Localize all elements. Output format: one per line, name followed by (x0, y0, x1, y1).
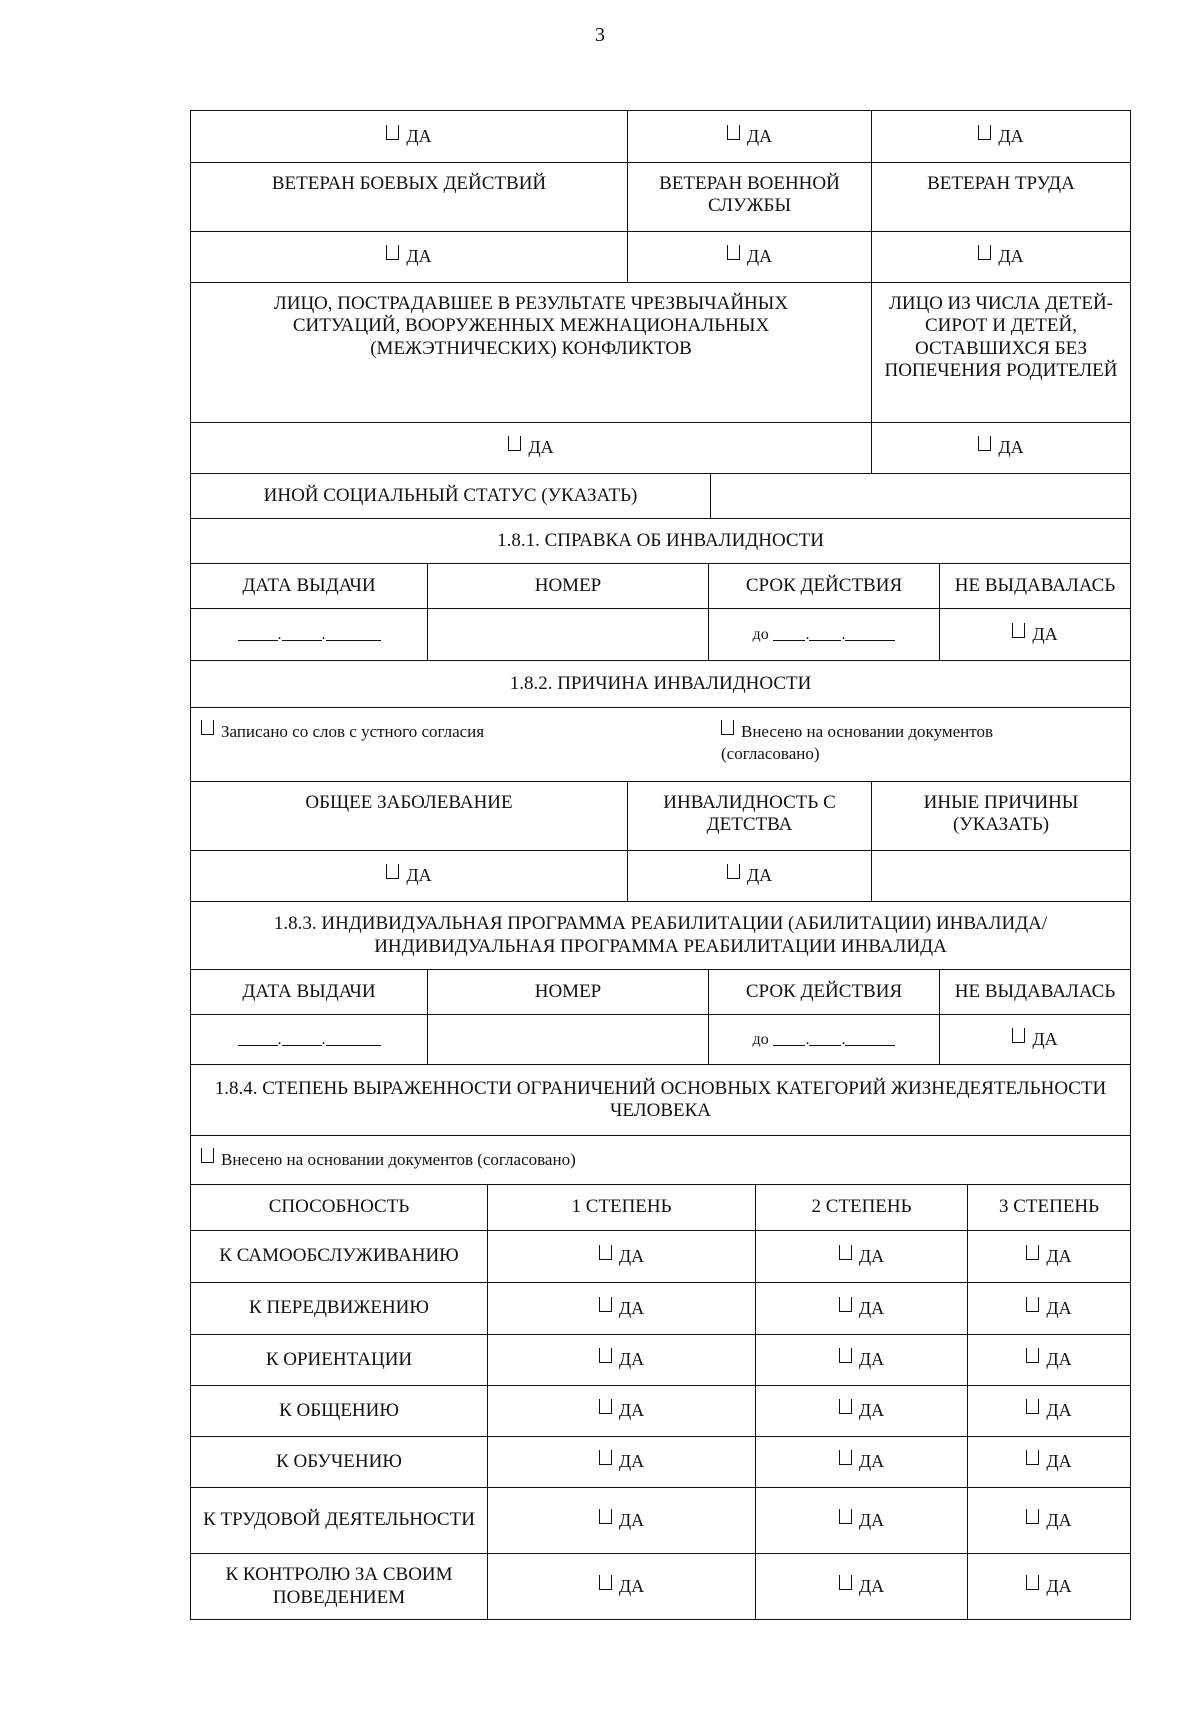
degree-1-option[interactable] (488, 1231, 756, 1283)
page-number: 3 (595, 24, 605, 46)
ability-label: К ОБЩЕНИЮ (191, 1386, 488, 1437)
prev-option-1-cell[interactable] (191, 111, 628, 163)
degree-1-option[interactable] (488, 1488, 756, 1554)
checkbox-icon[interactable] (1026, 1575, 1039, 1590)
degree-3-option[interactable] (968, 1437, 1131, 1488)
yes-label: ДА (406, 125, 432, 146)
certificate-issue-date-field[interactable] (191, 609, 428, 661)
program-validity-field[interactable] (709, 1015, 940, 1065)
other-status-field[interactable] (711, 474, 1131, 519)
yes-label: ДА (746, 125, 773, 146)
degree-1-header: 1 СТЕПЕНЬ (488, 1185, 756, 1231)
other-status-label: ИНОЙ СОЦИАЛЬНЫЙ СТАТУС (УКАЗАТЬ) (191, 474, 711, 519)
yes-label: ДА (1046, 1509, 1072, 1530)
month-blank (809, 1031, 841, 1046)
yes-label: ДА (858, 1297, 885, 1318)
yes-label: ДА (618, 1349, 645, 1370)
program-not-issued-option[interactable] (940, 1015, 1131, 1065)
separator-dot: . (841, 626, 846, 644)
yes-label: ДА (1032, 623, 1058, 644)
other-causes-field[interactable] (872, 851, 1131, 902)
year-blank (326, 626, 381, 641)
yes-label: ДА (406, 246, 432, 267)
checkbox-icon[interactable] (508, 436, 521, 451)
degree-2-option[interactable] (756, 1554, 968, 1620)
yes-label: ДА (746, 865, 773, 886)
checkbox-icon[interactable] (727, 245, 740, 260)
checkbox-icon[interactable] (599, 1348, 612, 1363)
checkbox-icon[interactable] (978, 125, 991, 140)
checkbox-icon[interactable] (1012, 623, 1025, 638)
until-label: до (752, 1031, 769, 1049)
cause-section-title: 1.8.2. ПРИЧИНА ИНВАЛИДНОСТИ (191, 661, 1131, 708)
yes-label: ДА (998, 246, 1024, 267)
yes-label: ДА (528, 437, 554, 458)
emergency-orphan-table (190, 282, 1131, 474)
day-blank (238, 1031, 278, 1046)
checkbox-icon[interactable] (201, 720, 214, 735)
certificate-number-field[interactable] (428, 609, 709, 661)
prev-option-2-cell[interactable] (628, 111, 872, 163)
yes-label: ДА (618, 1509, 645, 1530)
month-blank (282, 1031, 322, 1046)
degree-1-option[interactable] (488, 1335, 756, 1386)
degree-2-option[interactable] (756, 1386, 968, 1437)
checkbox-icon[interactable] (599, 1575, 612, 1590)
emergency-victim-option[interactable] (191, 423, 872, 474)
separator-dot: . (277, 626, 282, 644)
orphan-label: ЛИЦО ИЗ ЧИСЛА ДЕТЕЙ-СИРОТ И ДЕТЕЙ, ОСТАВШИХСЯ БЕЗ ПОПЕЧЕНИЯ РОДИТЕЛЕЙ (872, 283, 1131, 423)
checkbox-icon[interactable] (1026, 1450, 1039, 1465)
yes-label: ДА (1046, 1349, 1072, 1370)
other-status-table (190, 473, 1131, 519)
program-validity-header: СРОК ДЕЙСТВИЯ (709, 970, 940, 1015)
checkbox-icon[interactable] (1012, 1028, 1025, 1043)
separator-dot: . (321, 1031, 326, 1049)
degree-2-option[interactable] (756, 1231, 968, 1283)
ability-label: К ОРИЕНТАЦИИ (191, 1335, 488, 1386)
checkbox-icon[interactable] (978, 436, 991, 451)
yes-label: ДА (1046, 1575, 1072, 1596)
checkbox-icon[interactable] (721, 720, 734, 735)
separator-dot: . (277, 1031, 282, 1049)
checkbox-icon[interactable] (727, 864, 740, 879)
disability-cause-table (190, 660, 1131, 902)
month-blank (282, 626, 322, 641)
degree-1-option[interactable] (488, 1437, 756, 1488)
ability-label: К ПЕРЕДВИЖЕНИЮ (191, 1283, 488, 1335)
checkbox-icon[interactable] (386, 864, 399, 879)
combat-veteran-option[interactable] (191, 232, 628, 283)
checkbox-icon[interactable] (599, 1450, 612, 1465)
separator-dot: . (841, 1031, 846, 1049)
checkbox-icon[interactable] (839, 1450, 852, 1465)
certificate-validity-header: СРОК ДЕЙСТВИЯ (709, 564, 940, 609)
yes-label: ДА (1046, 1400, 1072, 1421)
yes-label: ДА (618, 1575, 645, 1596)
yes-label: ДА (858, 1349, 885, 1370)
yes-label: ДА (998, 125, 1024, 146)
degree-3-option[interactable] (968, 1231, 1131, 1283)
checkbox-icon[interactable] (839, 1297, 852, 1312)
degree-2-option[interactable] (756, 1283, 968, 1335)
checkbox-icon[interactable] (839, 1575, 852, 1590)
degree-3-header: 3 СТЕПЕНЬ (968, 1185, 1131, 1231)
degree-2-option[interactable] (756, 1488, 968, 1554)
yes-label: ДА (618, 1297, 645, 1318)
cause-source-row (191, 708, 1131, 782)
yes-label: ДА (618, 1400, 645, 1421)
year-blank (326, 1031, 381, 1046)
checkbox-icon[interactable] (386, 245, 399, 260)
recorded-oral-label: Записано со слов с устного согласия (221, 722, 485, 741)
social-status-table (190, 110, 1131, 283)
checkbox-icon[interactable] (599, 1399, 612, 1414)
entered-docs-label: Внесено на основании документов (согласовано) (221, 1150, 576, 1170)
degree-1-option[interactable] (488, 1554, 756, 1620)
limits-section-title: 1.8.4. СТЕПЕНЬ ВЫРАЖЕННОСТИ ОГРАНИЧЕНИЙ ОСНОВНЫХ КАТЕГОРИЙ ЖИЗНЕДЕЯТЕЛЬНОСТИ ЧЕЛОВЕКА (191, 1065, 1131, 1136)
year-blank (845, 1031, 895, 1046)
ability-label: К САМООБСЛУЖИВАНИЮ (191, 1231, 488, 1283)
yes-label: ДА (858, 1451, 885, 1472)
degree-3-option[interactable] (968, 1554, 1131, 1620)
checkbox-icon[interactable] (727, 125, 740, 140)
yes-label: ДА (1046, 1245, 1072, 1266)
program-section-title: 1.8.3. ИНДИВИДУАЛЬНАЯ ПРОГРАММА РЕАБИЛИТАЦИИ (АБИЛИТАЦИИ) ИНВАЛИДА/ИНДИВИДУАЛЬНАЯ ПРОГРАММА РЕАБИЛИТАЦИИ ИНВАЛИДА (191, 902, 1131, 970)
separator-dot: . (805, 1031, 810, 1049)
yes-label: ДА (858, 1575, 885, 1596)
year-blank (845, 626, 895, 641)
checkbox-icon[interactable] (1026, 1348, 1039, 1363)
checkbox-icon[interactable] (1026, 1297, 1039, 1312)
combat-veteran-label: ВЕТЕРАН БОЕВЫХ ДЕЙСТВИЙ (191, 163, 628, 232)
yes-label: ДА (858, 1400, 885, 1421)
certificate-not-issued-header: НЕ ВЫДАВАЛАСЬ (940, 564, 1131, 609)
checkbox-icon[interactable] (201, 1148, 214, 1163)
until-label: до (752, 626, 769, 644)
since-childhood-label: ИНВАЛИДНОСТЬ С ДЕТСТВА (628, 782, 872, 851)
certificate-issue-date-header: ДАТА ВЫДАЧИ (191, 564, 428, 609)
military-veteran-label: ВЕТЕРАН ВОЕННОЙ СЛУЖБЫ (628, 163, 872, 232)
recorded-oral-option[interactable] (201, 720, 721, 766)
ability-label: К ТРУДОВОЙ ДЕЯТЕЛЬНОСТИ (191, 1488, 488, 1554)
ability-label: К ОБУЧЕНИЮ (191, 1437, 488, 1488)
other-causes-label: ИНЫЕ ПРИЧИНЫ (УКАЗАТЬ) (872, 782, 1131, 851)
day-blank (773, 1031, 805, 1046)
checkbox-icon[interactable] (839, 1348, 852, 1363)
disability-certificate-table (190, 518, 1131, 661)
general-disease-option[interactable] (191, 851, 628, 902)
month-blank (809, 626, 841, 641)
yes-label: ДА (998, 437, 1024, 458)
orphan-option[interactable] (872, 423, 1131, 474)
program-number-header: НОМЕР (428, 970, 709, 1015)
checkbox-icon[interactable] (978, 245, 991, 260)
degree-1-option[interactable] (488, 1283, 756, 1335)
checkbox-icon[interactable] (386, 125, 399, 140)
yes-label: ДА (858, 1245, 885, 1266)
checkbox-icon[interactable] (839, 1399, 852, 1414)
military-veteran-option[interactable] (628, 232, 872, 283)
degree-3-option[interactable] (968, 1283, 1131, 1335)
checkbox-icon[interactable] (599, 1297, 612, 1312)
certificate-not-issued-option[interactable] (940, 609, 1131, 661)
certificate-section-title: 1.8.1. СПРАВКА ОБ ИНВАЛИДНОСТИ (191, 519, 1131, 564)
certificate-validity-field[interactable] (709, 609, 940, 661)
degree-2-option[interactable] (756, 1335, 968, 1386)
separator-dot: . (805, 626, 810, 644)
yes-label: ДА (618, 1245, 645, 1266)
degree-3-option[interactable] (968, 1488, 1131, 1554)
program-number-field[interactable] (428, 1015, 709, 1065)
degree-2-header: 2 СТЕПЕНЬ (756, 1185, 968, 1231)
yes-label: ДА (1046, 1297, 1072, 1318)
yes-label: ДА (746, 246, 773, 267)
entered-docs-option[interactable] (721, 720, 1081, 766)
cause-source-options (201, 720, 1124, 766)
separator-dot: . (321, 626, 326, 644)
day-blank (773, 626, 805, 641)
emergency-victim-label: ЛИЦО, ПОСТРАДАВШЕЕ В РЕЗУЛЬТАТЕ ЧРЕЗВЫЧАЙНЫХ СИТУАЦИЙ, ВООРУЖЕННЫХ МЕЖНАЦИОНАЛЬНЫХ (МЕЖЭТНИЧЕСКИХ) КОНФЛИКТОВ (191, 283, 872, 423)
degree-3-option[interactable] (968, 1335, 1131, 1386)
since-childhood-option[interactable] (628, 851, 872, 902)
prev-option-3-cell[interactable] (872, 111, 1131, 163)
degree-1-option[interactable] (488, 1386, 756, 1437)
program-issue-date-header: ДАТА ВЫДАЧИ (191, 970, 428, 1015)
entered-docs-label: Внесено на основании документов (согласовано) (721, 722, 993, 764)
program-not-issued-header: НЕ ВЫДАВАЛАСЬ (940, 970, 1131, 1015)
checkbox-icon[interactable] (839, 1509, 852, 1524)
checkbox-icon[interactable] (1026, 1509, 1039, 1524)
ability-label: К КОНТРОЛЮ ЗА СВОИМ ПОВЕДЕНИЕМ (191, 1554, 488, 1620)
limitations-table (190, 1064, 1131, 1620)
checkbox-icon[interactable] (1026, 1245, 1039, 1260)
labor-veteran-label: ВЕТЕРАН ТРУДА (872, 163, 1131, 232)
degree-2-option[interactable] (756, 1437, 968, 1488)
yes-label: ДА (858, 1509, 885, 1530)
yes-label: ДА (618, 1451, 645, 1472)
rehab-program-table (190, 901, 1131, 1065)
yes-label: ДА (1046, 1451, 1072, 1472)
program-issue-date-field[interactable] (191, 1015, 428, 1065)
labor-veteran-option[interactable] (872, 232, 1131, 283)
checkbox-icon[interactable] (599, 1509, 612, 1524)
day-blank (238, 626, 278, 641)
yes-label: ДА (406, 865, 432, 886)
general-disease-label: ОБЩЕЕ ЗАБОЛЕВАНИЕ (191, 782, 628, 851)
checkbox-icon[interactable] (1026, 1399, 1039, 1414)
degree-3-option[interactable] (968, 1386, 1131, 1437)
ability-header: СПОСОБНОСТЬ (191, 1185, 488, 1231)
checkbox-icon[interactable] (839, 1245, 852, 1260)
limits-entered-docs-option[interactable] (191, 1136, 1131, 1185)
certificate-number-header: НОМЕР (428, 564, 709, 609)
checkbox-icon[interactable] (599, 1245, 612, 1260)
yes-label: ДА (1032, 1028, 1058, 1049)
